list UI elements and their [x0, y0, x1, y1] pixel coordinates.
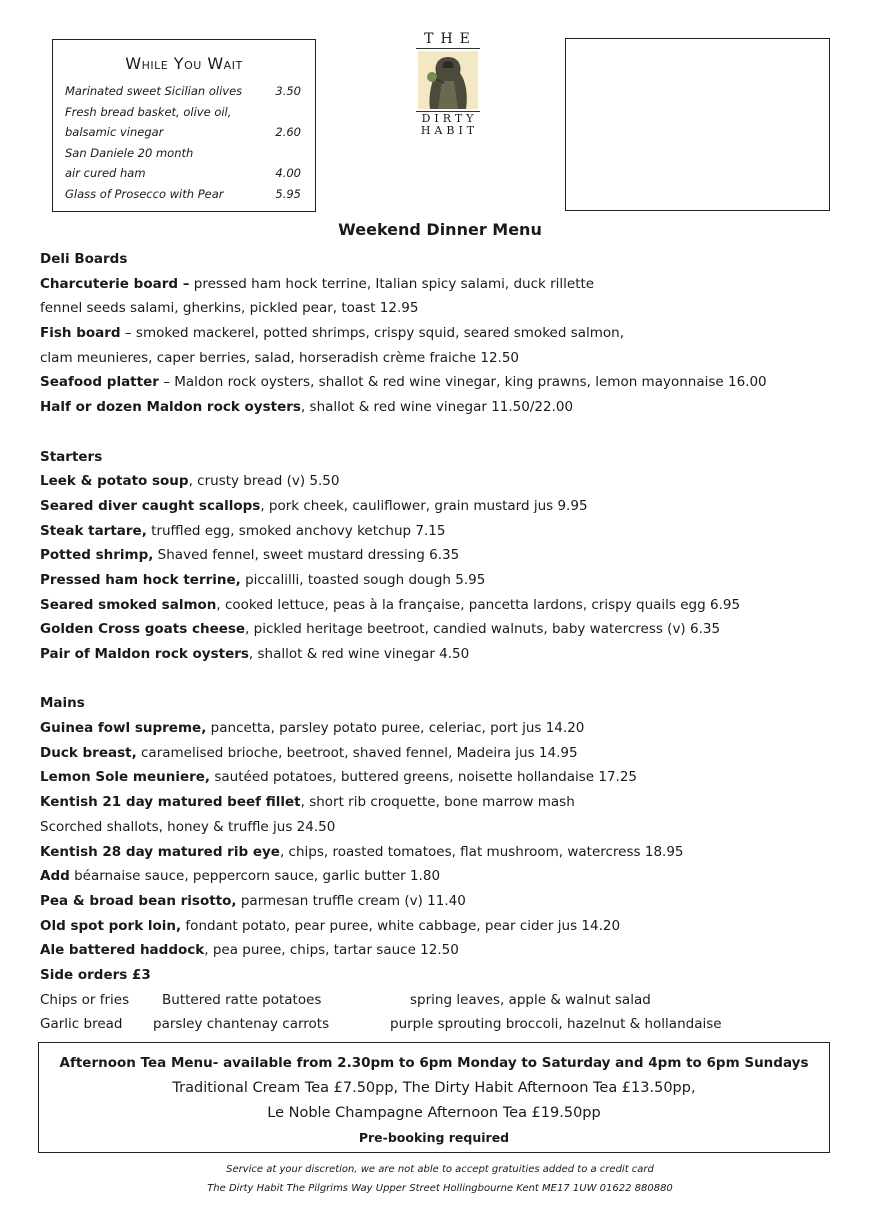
wait-item-price: 2.60: [275, 125, 301, 139]
wait-item-price: 4.00: [275, 166, 301, 180]
dish-name: Ale battered haddock: [40, 942, 205, 959]
wait-item-name: air cured ham: [65, 166, 146, 180]
dish-description: – smoked mackerel, potted shrimps, crispy squid, seared smoked salmon,: [120, 325, 625, 342]
starters-list: [40, 469, 840, 667]
menu-item: [40, 790, 840, 815]
menu-item: [40, 617, 840, 642]
menu-item: [40, 469, 840, 494]
menu-item: [40, 864, 840, 889]
dish-description: caramelised brioche, beetroot, shaved fennel, Madeira jus 14.95: [136, 744, 578, 761]
section-heading-sides: Side orders £3: [40, 966, 151, 983]
dish-description: Shaved fennel, sweet mustard dressing 6.35: [153, 547, 460, 564]
menu-item: [40, 938, 840, 963]
section-heading-deli: Deli Boards: [40, 251, 128, 267]
dish-description: Scorched shallots, honey & truffle jus 24.50: [40, 818, 336, 835]
menu-item: [40, 395, 840, 420]
pre-booking-note: Pre-booking required: [358, 1130, 510, 1145]
side-item: spring leaves, apple & walnut salad: [410, 991, 651, 1008]
menu-item: [40, 815, 840, 840]
dish-name: Duck breast,: [40, 744, 137, 761]
dish-description: sautéed potatoes, buttered greens, noisette hollandaise 17.25: [210, 769, 637, 786]
wait-item-name: Glass of Prosecco with Pear: [65, 186, 224, 201]
logo-word-habit: HABIT: [420, 124, 479, 137]
wait-item: [65, 143, 303, 164]
side-item: Garlic bread: [40, 1016, 123, 1033]
deli-list: [40, 272, 840, 420]
dish-name: Kentish 21 day matured beef fillet: [40, 794, 301, 811]
side-item: Chips or fries: [40, 991, 130, 1008]
menu-item: [40, 741, 840, 766]
menu-item: [40, 568, 840, 593]
wait-item: [65, 163, 303, 184]
dish-name: Steak tartare,: [40, 522, 147, 539]
menu-item: [40, 593, 840, 618]
dish-description: , pickled heritage beetroot, candied walnuts, baby watercress (v) 6.35: [245, 621, 721, 638]
menu-item: [40, 296, 840, 321]
dish-description: , pork cheek, cauliflower, grain mustard jus 9.95: [260, 497, 588, 514]
menu-item: [40, 321, 840, 346]
dish-description: fennel seeds salami, gherkins, pickled pear, toast 12.95: [40, 300, 419, 317]
dish-description: pressed ham hock terrine, Italian spicy salami, duck rillette: [189, 275, 595, 292]
service-note: Service at your discretion, we are not able to accept gratuities added to a credit card: [226, 1164, 654, 1175]
wait-item-name: Marinated sweet Sicilian olives: [65, 84, 243, 98]
dish-name: Pea & broad bean risotto,: [40, 892, 237, 909]
menu-item: [40, 370, 840, 395]
dish-name: Old spot pork loin,: [40, 917, 182, 934]
dish-description: , chips, roasted tomatoes, flat mushroom, watercress 18.95: [279, 843, 684, 860]
logo-rule: [416, 48, 480, 49]
dish-name: Seared diver caught scallops: [40, 497, 261, 514]
side-item: parsley chantenay carrots: [153, 1016, 330, 1033]
wait-item-price: 3.50: [275, 84, 301, 98]
dish-name: Half or dozen Maldon rock oysters: [40, 399, 301, 416]
while-you-wait-title: While You Wait: [125, 54, 243, 73]
dish-description: , shallot & red wine vinegar 11.50/22.00: [300, 399, 574, 416]
spacer: [40, 420, 840, 445]
blank-frame: [565, 38, 830, 211]
wait-item: [65, 184, 303, 205]
dirty-habit-logo: [414, 32, 482, 142]
logo-top-word: THE: [424, 31, 477, 47]
section-heading-starters: Starters: [40, 448, 103, 465]
dish-name: Fish board: [40, 325, 121, 342]
menu-item: [40, 272, 840, 297]
menu-item: [40, 914, 840, 939]
wait-item-name: balsamic vinegar: [65, 125, 164, 139]
menu-title: Weekend Dinner Menu: [338, 220, 542, 239]
menu-item: [40, 346, 840, 371]
section-heading-mains: Mains: [40, 695, 85, 712]
dish-name: Charcuterie board –: [40, 275, 190, 292]
mains-list: [40, 716, 840, 963]
dish-description: fondant potato, pear puree, white cabbage, pear cider jus 14.20: [181, 917, 621, 934]
logo-word-dirty: DIRTY: [421, 112, 478, 125]
dish-description: clam meunieres, caper berries, salad, horseradish crème fraiche 12.50: [40, 349, 519, 366]
wait-item-name: San Daniele 20 month: [65, 145, 194, 160]
dish-description: truffled egg, smoked anchovy ketchup 7.15: [146, 522, 446, 539]
dish-name: Add: [40, 868, 70, 885]
menu-item: [40, 519, 840, 544]
menu-item: [40, 889, 840, 914]
dish-description: , short rib croquette, bone marrow mash: [300, 794, 575, 811]
side-item: purple sprouting broccoli, hazelnut & hollandaise: [390, 1016, 722, 1033]
dish-name: Golden Cross goats cheese: [40, 621, 246, 638]
dish-name: Lemon Sole meuniere,: [40, 769, 211, 786]
menu-item: [40, 840, 840, 865]
dish-description: , crusty bread (v) 5.50: [188, 473, 340, 490]
dish-name: Guinea fowl supreme,: [40, 720, 207, 737]
dish-name: Potted shrimp,: [40, 547, 154, 564]
while-you-wait-list: [65, 81, 303, 204]
side-row-1: [40, 988, 840, 1013]
side-row-2: [40, 1012, 840, 1037]
menu-item: [40, 543, 840, 568]
wait-item-price: 5.95: [275, 186, 301, 201]
dish-description: , pea puree, chips, tartar sauce 12.50: [204, 942, 459, 959]
dish-description: béarnaise sauce, peppercorn sauce, garlic butter 1.80: [69, 868, 441, 885]
dish-name: Seared smoked salmon: [40, 596, 217, 613]
footer: [0, 1160, 870, 1198]
dish-name: Pair of Maldon rock oysters: [40, 646, 249, 662]
dish-description: , cooked lettuce, peas à la française, pancetta lardons, crispy quails egg 6.95: [216, 596, 741, 613]
monk-illustration-icon: [418, 51, 478, 109]
menu-item: [40, 765, 840, 790]
dish-name: Pressed ham hock terrine,: [40, 571, 241, 588]
afternoon-tea-box: [38, 1042, 830, 1153]
dish-description: – Maldon rock oysters, shallot & red wine vinegar, king prawns, lemon mayonnaise 16.00: [158, 374, 767, 391]
dish-description: , shallot & red wine vinegar 4.50: [248, 646, 470, 662]
menu-item: [40, 642, 840, 667]
spacer: [40, 667, 840, 692]
wait-item: [65, 102, 303, 123]
dish-description: parmesan truffle cream (v) 11.40: [236, 892, 466, 909]
afternoon-tea-line: Le Noble Champagne Afternoon Tea £19.50pp: [267, 1105, 601, 1121]
wait-item: [65, 81, 303, 102]
dish-name: Kentish 28 day matured rib eye: [40, 843, 280, 860]
afternoon-tea-heading: Afternoon Tea Menu- available from 2.30pm to 6pm Monday to Saturday and 4pm to 6pm Sundays: [59, 1055, 809, 1071]
dish-description: pancetta, parsley potato puree, celeriac, port jus 14.20: [206, 720, 585, 737]
menu-item: [40, 716, 840, 741]
menu-body: [40, 247, 840, 1037]
address-line: The Dirty Habit The Pilgrims Way Upper Street Hollingbourne Kent ME17 1UW 01622 880880: [207, 1183, 673, 1194]
wait-item: [65, 122, 303, 143]
afternoon-tea-line: Traditional Cream Tea £7.50pp, The Dirty Habit Afternoon Tea £13.50pp,: [172, 1080, 696, 1096]
dish-name: Seafood platter: [40, 374, 159, 391]
while-you-wait-box: [52, 39, 316, 212]
dish-description: piccalilli, toasted sough dough 5.95: [240, 571, 486, 588]
menu-item: [40, 494, 840, 519]
side-item: Buttered ratte potatoes: [162, 991, 322, 1008]
dish-name: Leek & potato soup: [40, 473, 189, 490]
wait-item-name: Fresh bread basket, olive oil,: [65, 104, 232, 119]
